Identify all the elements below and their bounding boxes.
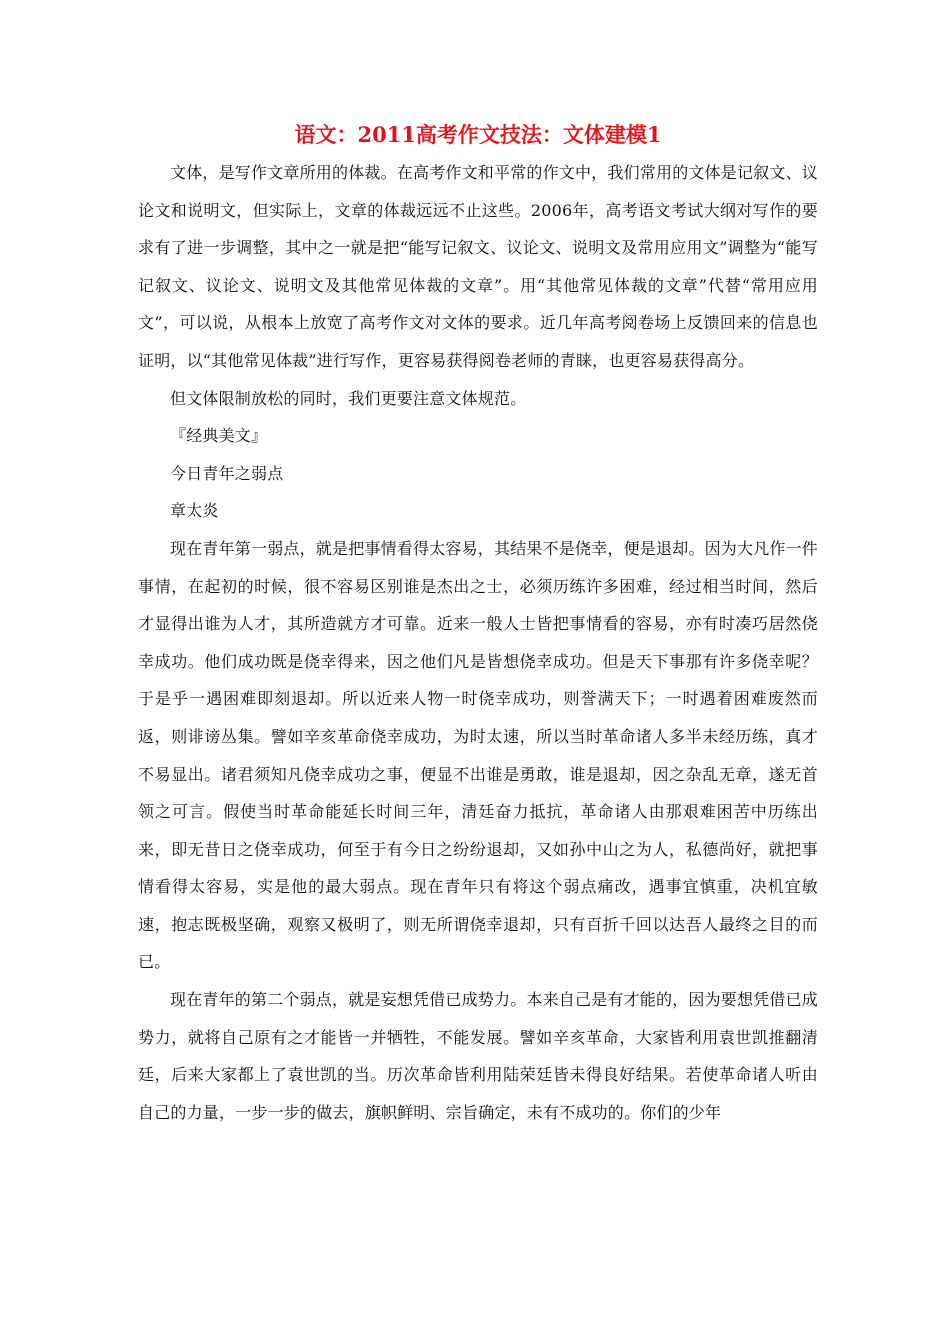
essay-paragraph-2: 现在青年的第二个弱点，就是妄想凭借已成势力。本来自己是有才能的，因为要想凭借已成势力，就将自己原有之才能皆一并牺牲，不能发展。譬如辛亥革命，大家皆利用袁世凯推翻清廷，后来大家都上了袁世凯的当。历次革命皆利用陆荣廷皆未得良好结果。若使革命诸人听由自己的力量，一步一步的做去，旗帜鲜明、宗旨确定，未有不成功的。你们的少年 [138, 990, 819, 1122]
essay-title: 今日青年之弱点 [170, 463, 284, 483]
intro-paragraph: 文体，是写作文章所用的体裁。在高考作文和平常的作文中，我们常用的文体是记叙文、议论文和说明文，但实际上，文章的体裁远远不止这些。2006年，高考语文考试大纲对写作的要求有了进一步调整，其中之一就是把“能写记叙文、议论文、说明文及常用应用文”调整为“能写记叙文、议论文、说明文及其他常见体裁的文章”。用“其他常见体裁的文章”代替“常用应用文”，可以说，从根本上放宽了高考作文对文体的要求。近几年高考阅卷场上反馈回来的信息也证明，以“其他常见体裁”进行写作，更容易获得阅卷老师的青睐，也更容易获得高分。 [138, 163, 819, 370]
essay-author: 章太炎 [170, 501, 219, 521]
essay-paragraph-1: 现在青年第一弱点，就是把事情看得太容易，其结果不是侥幸，便是退却。因为大凡作一件事情，在起初的时候，很不容易区别谁是杰出之士，必须历练许多困难，经过相当时间，然后才显得出谁为人才，其所造就方才可靠。近来一般人士皆把事情看的容易，亦有时凑巧居然侥幸成功。他们成功既是侥幸得来，因之他们凡是皆想侥幸成功。但是天下事那有许多侥幸呢？于是乎一遇困难即刻退却。所以近来人物一时侥幸成功，则誉满天下；一时遇着困难废然而返，则诽谤丛集。譬如辛亥革命侥幸成功，为时太速，所以当时革命诸人多半未经历练，真才不易显出。诸君须知凡侥幸成功之事，便显不出谁是勇敢，谁是退却，因之杂乱无章，遂无首领之可言。假使当时革命能延长时间三年，清廷奋力抵抗，革命诸人由那艰难困苦中历练出来，即无昔日之侥幸成功，何至于有今日之纷纷退却，又如孙中山之为人，私德尚好，就把事情看得太容易，实是他的最大弱点。现在青年只有将这个弱点痛改，遇事宜慎重，决机宜敏速，抱志既极坚确，观察又极明了，则无所谓侥幸退却，只有百折千回以达吾人最终之目的而已。 [138, 538, 819, 972]
document-page [138, 120, 818, 1131]
genre-note-paragraph: 但文体限制放松的同时，我们更要注意文体规范。 [170, 388, 527, 408]
document-title: 语文：2011高考作文技法：文体建模1 [294, 122, 662, 147]
section-heading: 『经典美文』 [170, 426, 268, 446]
